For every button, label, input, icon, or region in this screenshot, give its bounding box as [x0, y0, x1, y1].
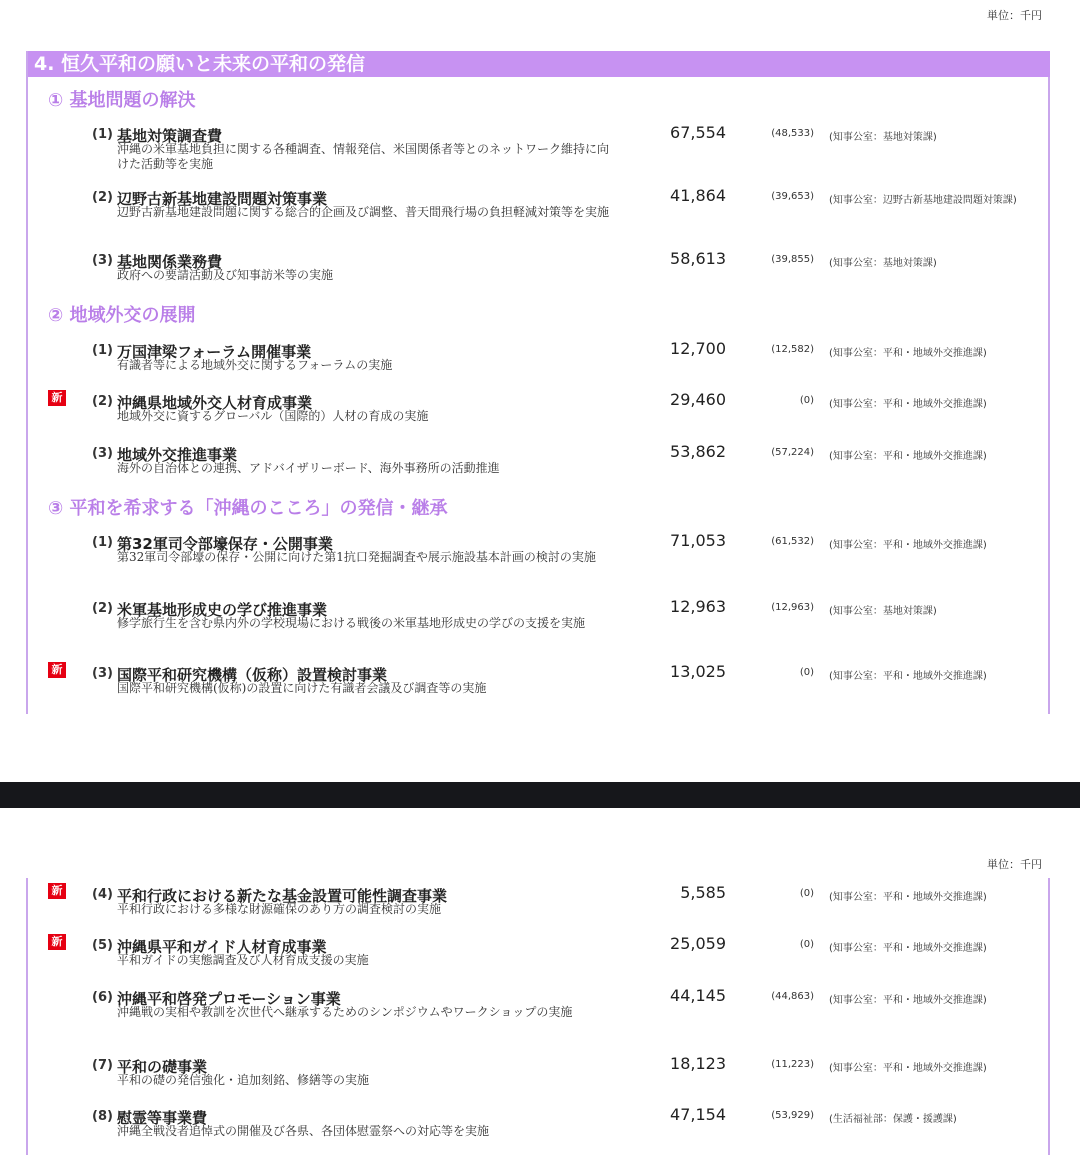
item-title: 慰霊等事業費: [117, 1109, 208, 1127]
new-badge: 新: [48, 883, 66, 899]
item-previous-amount: (0): [799, 667, 814, 678]
item-number: (2): [92, 394, 113, 409]
item-title: 万国津梁フォーラム開催事業: [117, 343, 312, 361]
item-title: 平和の礎事業: [117, 1058, 208, 1076]
item-previous-amount: (57,224): [771, 447, 814, 458]
item-title: 基地関係業務費: [117, 253, 223, 271]
item-amount: 12,700: [670, 339, 726, 358]
page-separator: [0, 782, 1080, 808]
item-title: 国際平和研究機構（仮称）設置検討事業: [117, 666, 388, 684]
item-description: 沖縄の米軍基地負担に関する各種調査、情報発信、米国関係者等とのネットワーク維持に向けた活動等を実施: [117, 142, 610, 171]
item-number: (3): [92, 446, 113, 461]
left-border: [26, 51, 28, 714]
subsection-heading-2: ② 地域外交の展開: [48, 305, 196, 326]
item-description: 地域外交に資するグローバル（国際的）人材の育成の実施: [117, 409, 429, 423]
item-description: 海外の自治体との連携、アドバイザリーボード、海外事務所の活動推進: [117, 461, 500, 475]
item-number: (6): [92, 990, 113, 1005]
item-department: (知事公室：基地対策課): [829, 132, 937, 143]
item-department: (知事公室：平和・地域外交推進課): [829, 1063, 987, 1074]
right-border: [1048, 878, 1050, 1155]
item-amount: 29,460: [670, 390, 726, 409]
unit-label: 単位：千円: [987, 858, 1042, 871]
new-badge: 新: [48, 934, 66, 950]
item-description: 辺野古新基地建設問題に関する総合的企画及び調整、普天間飛行場の負担軽減対策等を実施: [117, 205, 610, 219]
item-amount: 13,025: [670, 662, 726, 681]
item-title: 沖縄県地域外交人材育成事業: [117, 394, 313, 412]
item-previous-amount: (0): [799, 939, 814, 950]
item-amount: 53,862: [670, 442, 726, 461]
item-department: (知事公室：平和・地域外交推進課): [829, 348, 987, 359]
item-number: (1): [92, 535, 113, 550]
item-description: 平和の礎の発信強化・追加刻銘、修繕等の実施: [117, 1073, 370, 1087]
item-description: 有識者等による地域外交に関するフォーラムの実施: [117, 358, 393, 372]
item-amount: 25,059: [670, 934, 726, 953]
item-amount: 5,585: [680, 883, 726, 902]
item-number: (4): [92, 887, 113, 902]
item-department: (知事公室：平和・地域外交推進課): [829, 451, 987, 462]
item-amount: 71,053: [670, 531, 726, 550]
subsection-heading-1: ① 基地問題の解決: [48, 90, 196, 111]
item-department: (生活福祉部：保護・援護課): [829, 1114, 957, 1125]
subsection-heading-3: ③ 平和を希求する「沖縄のこころ」の発信・継承: [48, 498, 448, 519]
item-previous-amount: (39,653): [771, 191, 814, 202]
item-department: (知事公室：平和・地域外交推進課): [829, 943, 987, 954]
item-department: (知事公室：平和・地域外交推進課): [829, 671, 987, 682]
item-title: 沖縄平和啓発プロモーション事業: [117, 990, 341, 1008]
item-amount: 18,123: [670, 1054, 726, 1073]
item-previous-amount: (12,963): [771, 602, 814, 613]
item-number: (8): [92, 1109, 113, 1124]
item-title: 地域外交推進事業: [117, 446, 238, 464]
item-amount: 12,963: [670, 597, 726, 616]
unit-label: 単位：千円: [987, 9, 1042, 22]
item-department: (知事公室：平和・地域外交推進課): [829, 540, 987, 551]
item-previous-amount: (48,533): [771, 128, 814, 139]
item-amount: 58,613: [670, 249, 726, 268]
new-badge: 新: [48, 662, 66, 678]
item-number: (3): [92, 253, 113, 268]
item-number: (2): [92, 190, 113, 205]
item-description: 沖縄全戦没者追悼式の開催及び各県、各団体慰霊祭への対応等を実施: [117, 1124, 490, 1138]
item-number: (7): [92, 1058, 113, 1073]
item-title: 基地対策調査費: [117, 127, 223, 145]
item-department: (知事公室：平和・地域外交推進課): [829, 399, 987, 410]
item-previous-amount: (61,532): [771, 536, 814, 547]
item-previous-amount: (0): [799, 395, 814, 406]
item-number: (1): [92, 343, 113, 358]
right-border: [1048, 51, 1050, 714]
item-amount: 67,554: [670, 123, 726, 142]
item-number: (3): [92, 666, 113, 681]
item-previous-amount: (53,929): [771, 1110, 814, 1121]
item-description: 国際平和研究機構(仮称)の設置に向けた有識者会議及び調査等の実施: [117, 681, 487, 695]
item-number: (1): [92, 127, 113, 142]
item-department: (知事公室：基地対策課): [829, 606, 937, 617]
item-previous-amount: (0): [799, 888, 814, 899]
item-department: (知事公室：基地対策課): [829, 258, 937, 269]
new-badge: 新: [48, 390, 66, 406]
item-description: 政府への要請活動及び知事訪米等の実施: [117, 268, 334, 282]
item-number: (5): [92, 938, 113, 953]
item-title: 第32軍司令部壕保存・公開事業: [117, 535, 333, 553]
item-department: (知事公室：平和・地域外交推進課): [829, 892, 987, 903]
item-department: (知事公室：平和・地域外交推進課): [829, 995, 987, 1006]
item-description: 平和行政における多様な財源確保のあり方の調査検討の実施: [117, 902, 442, 916]
item-department: (知事公室：辺野古新基地建設問題対策課): [829, 195, 1017, 206]
item-amount: 41,864: [670, 186, 726, 205]
item-title: 辺野古新基地建設問題対策事業: [117, 190, 328, 208]
item-description: 平和ガイドの実態調査及び人材育成支援の実施: [117, 953, 369, 967]
item-title: 米軍基地形成史の学び推進事業: [117, 601, 328, 619]
item-number: (2): [92, 601, 113, 616]
item-previous-amount: (44,863): [771, 991, 814, 1002]
item-previous-amount: (11,223): [771, 1059, 814, 1070]
item-previous-amount: (12,582): [771, 344, 814, 355]
item-title: 沖縄県平和ガイド人材育成事業: [117, 938, 327, 956]
document-page-2: [0, 808, 1080, 1155]
item-description: 沖縄戦の実相や教訓を次世代へ継承するためのシンポジウムやワークショップの実施: [117, 1005, 573, 1019]
item-description: 修学旅行生を含む県内外の学校現場における戦後の米軍基地形成史の学びの支援を実施: [117, 616, 586, 630]
left-border: [26, 878, 28, 1155]
item-amount: 44,145: [670, 986, 726, 1005]
section-title: 4. 恒久平和の願いと未来の平和の発信: [28, 51, 1050, 77]
item-amount: 47,154: [670, 1105, 726, 1124]
item-title: 平和行政における新たな基金設置可能性調査事業: [117, 887, 448, 905]
item-previous-amount: (39,855): [771, 254, 814, 265]
item-description: 第32軍司令部壕の保存・公開に向けた第1抗口発掘調査や展示施設基本計画の検討の実施: [117, 550, 596, 564]
